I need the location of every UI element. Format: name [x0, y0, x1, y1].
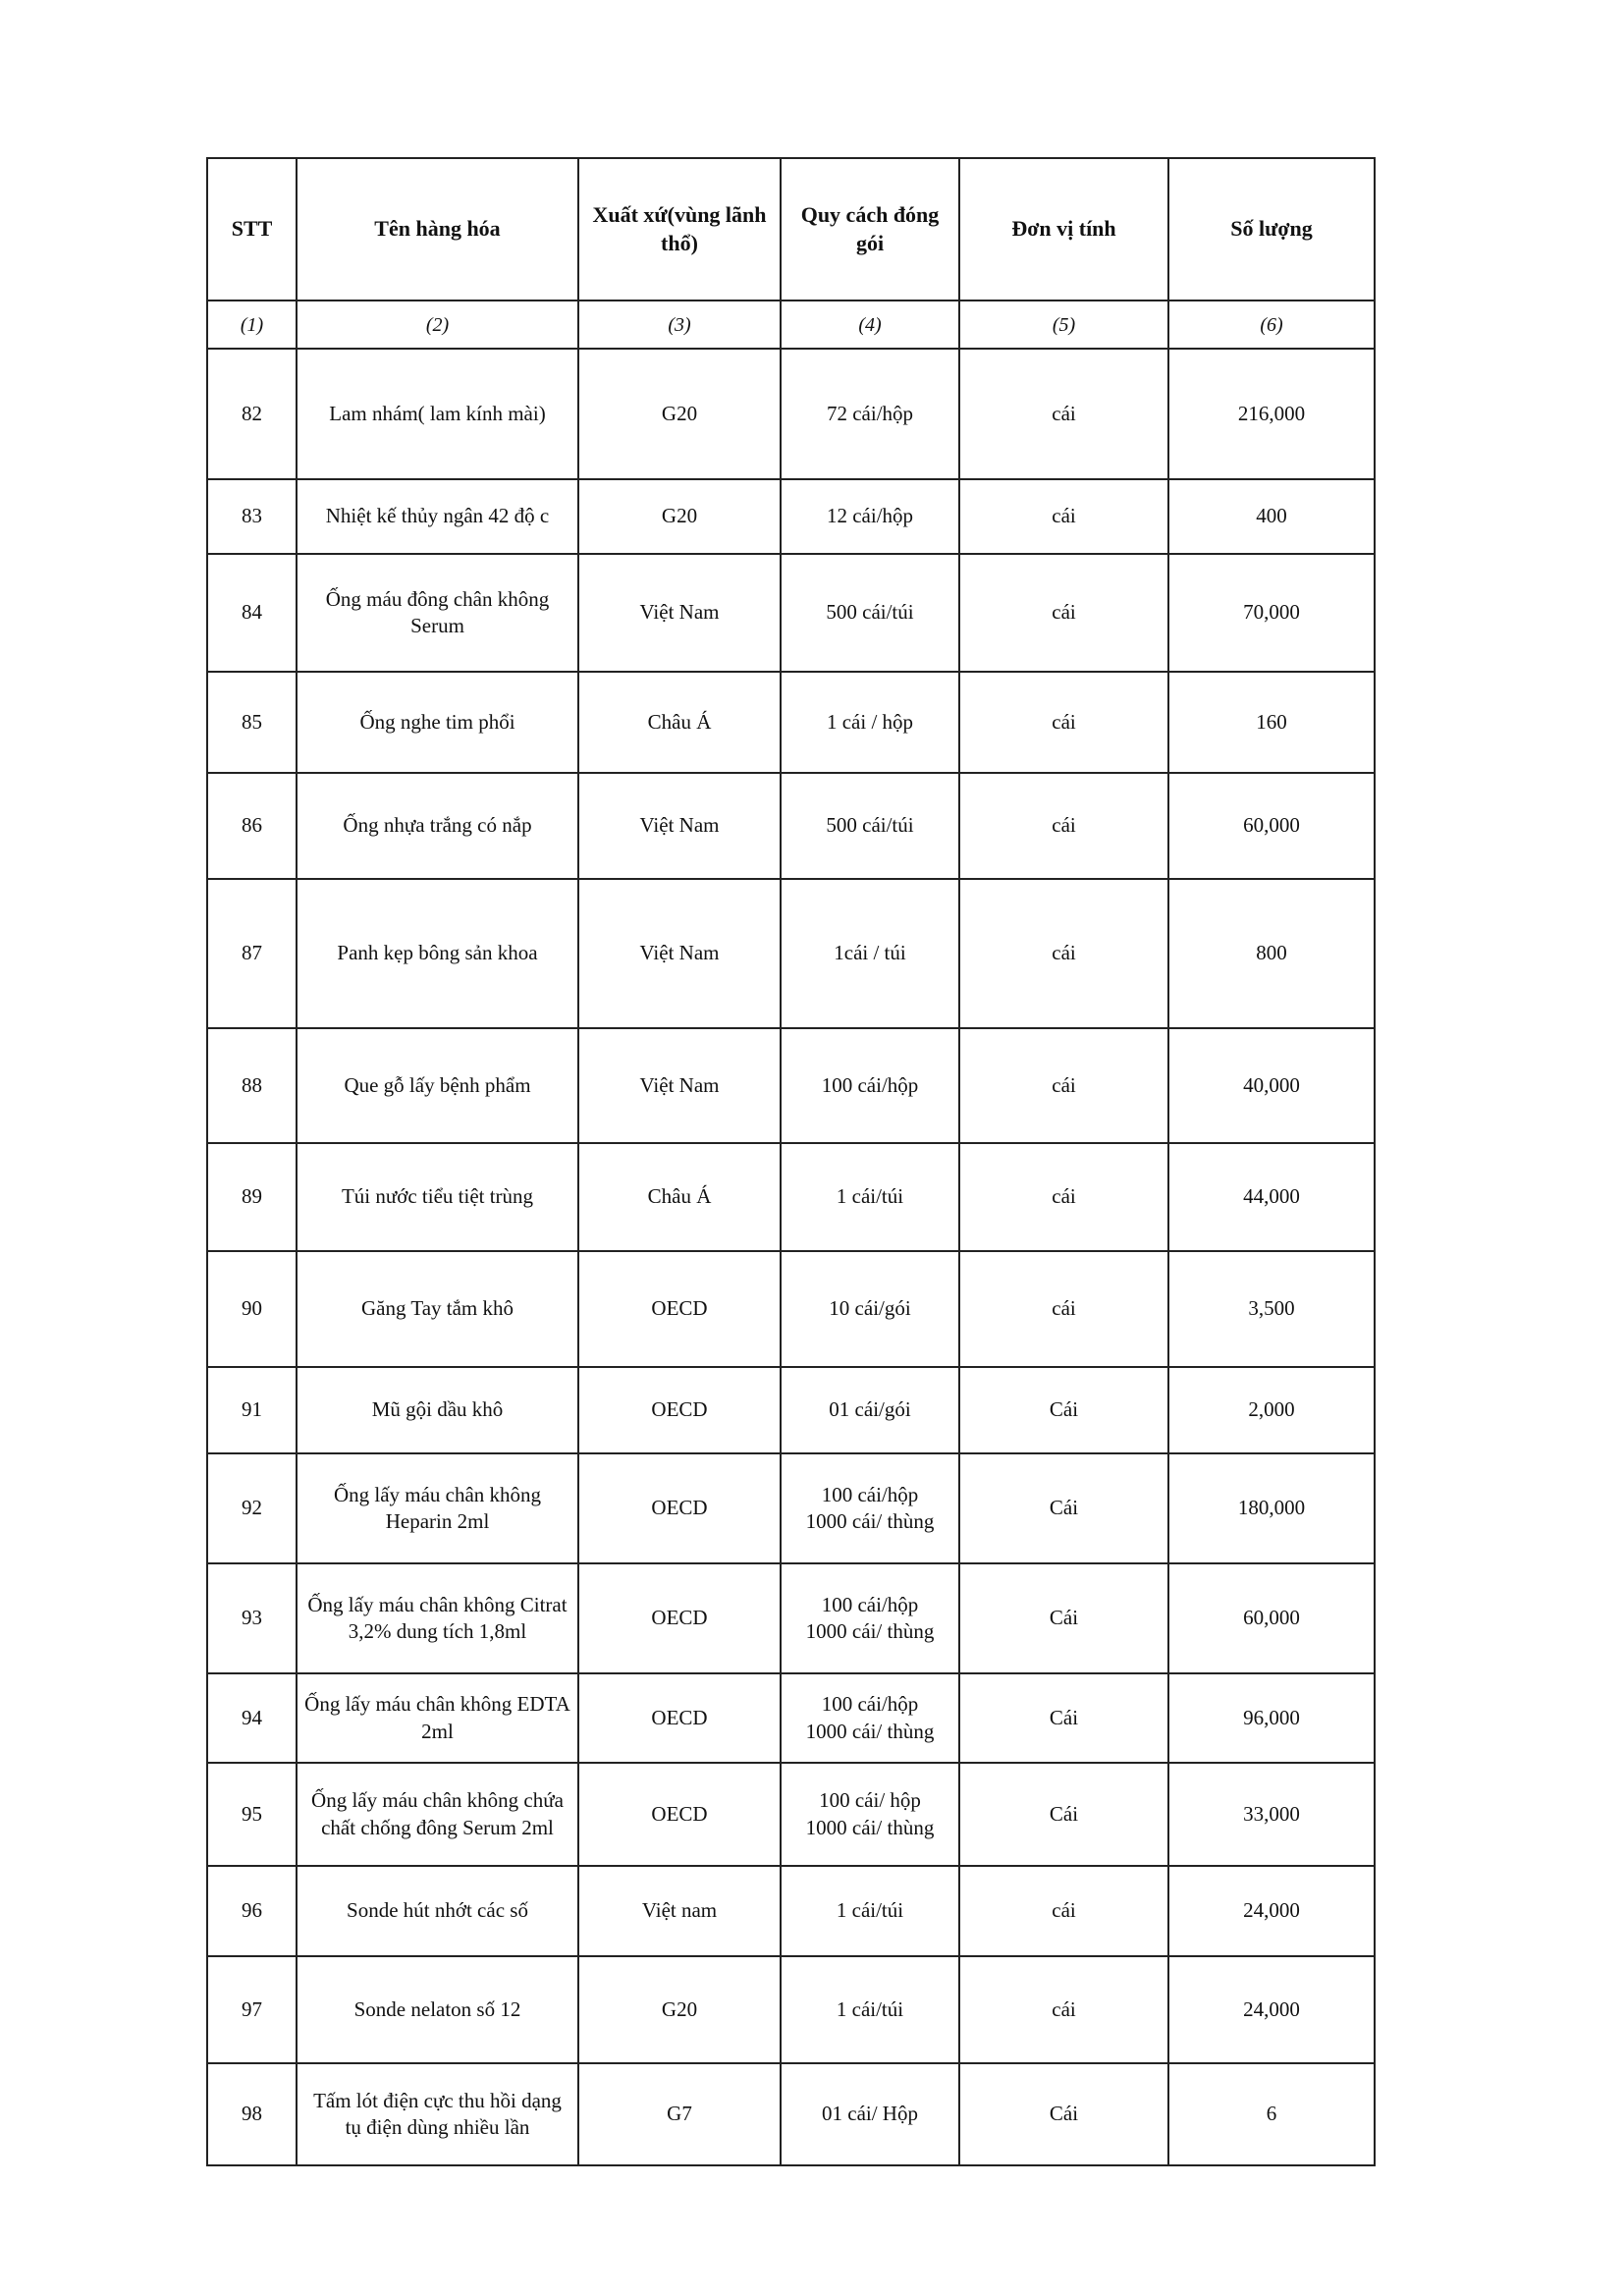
row-packaging: 1 cái/túi — [781, 1956, 959, 2063]
row-unit: Cái — [959, 1453, 1168, 1563]
column-number: (4) — [781, 301, 959, 349]
row-name: Ống máu đông chân không Serum — [297, 554, 578, 672]
row-packaging: 72 cái/hộp — [781, 349, 959, 479]
row-name: Ống nghe tim phổi — [297, 672, 578, 773]
row-stt: 82 — [207, 349, 297, 479]
row-packaging: 1 cái/túi — [781, 1143, 959, 1251]
row-quantity: 60,000 — [1168, 1563, 1375, 1673]
row-name: Que gỗ lấy bệnh phẩm — [297, 1028, 578, 1143]
row-stt: 93 — [207, 1563, 297, 1673]
row-unit: Cái — [959, 1673, 1168, 1763]
row-origin: OECD — [578, 1251, 781, 1367]
row-quantity: 40,000 — [1168, 1028, 1375, 1143]
row-packaging: 100 cái/ hộp 1000 cái/ thùng — [781, 1763, 959, 1866]
header-unit: Đơn vị tính — [959, 158, 1168, 301]
row-stt: 95 — [207, 1763, 297, 1866]
row-quantity: 33,000 — [1168, 1763, 1375, 1866]
row-quantity: 800 — [1168, 879, 1375, 1028]
row-packaging: 12 cái/hộp — [781, 479, 959, 554]
row-name: Túi nước tiểu tiệt trùng — [297, 1143, 578, 1251]
table-row — [207, 2063, 1375, 2165]
row-unit: cái — [959, 879, 1168, 1028]
row-unit: cái — [959, 1251, 1168, 1367]
row-origin: Việt Nam — [578, 554, 781, 672]
row-stt: 92 — [207, 1453, 297, 1563]
row-name: Tấm lót điện cực thu hồi dạng tụ điện dùng nhiều lần — [297, 2063, 578, 2165]
row-quantity: 3,500 — [1168, 1251, 1375, 1367]
row-name: Sonde nelaton số 12 — [297, 1956, 578, 2063]
row-origin: Châu Á — [578, 672, 781, 773]
row-packaging: 100 cái/hộp 1000 cái/ thùng — [781, 1673, 959, 1763]
row-stt: 96 — [207, 1866, 297, 1956]
table-row — [207, 773, 1375, 879]
row-name: Ống lấy máu chân không chứa chất chống đông Serum 2ml — [297, 1763, 578, 1866]
table-row — [207, 1673, 1375, 1763]
row-unit: Cái — [959, 1367, 1168, 1453]
row-unit: Cái — [959, 1763, 1168, 1866]
header-quantity: Số lượng — [1168, 158, 1375, 301]
table-row — [207, 1028, 1375, 1143]
row-origin: Việt nam — [578, 1866, 781, 1956]
row-stt: 91 — [207, 1367, 297, 1453]
row-packaging: 100 cái/hộp 1000 cái/ thùng — [781, 1453, 959, 1563]
row-stt: 98 — [207, 2063, 297, 2165]
row-stt: 94 — [207, 1673, 297, 1763]
row-quantity: 60,000 — [1168, 773, 1375, 879]
row-quantity: 2,000 — [1168, 1367, 1375, 1453]
row-unit: cái — [959, 1028, 1168, 1143]
row-name: Ống lấy máu chân không EDTA 2ml — [297, 1673, 578, 1763]
table-row — [207, 1453, 1375, 1563]
row-name: Ống nhựa trắng có nắp — [297, 773, 578, 879]
table-row — [207, 879, 1375, 1028]
header-origin: Xuất xứ(vùng lãnh thổ) — [578, 158, 781, 301]
row-unit: cái — [959, 1143, 1168, 1251]
header-stt: STT — [207, 158, 297, 301]
table-row — [207, 1866, 1375, 1956]
row-stt: 85 — [207, 672, 297, 773]
row-unit: cái — [959, 773, 1168, 879]
row-unit: cái — [959, 1956, 1168, 2063]
row-name: Ống lấy máu chân không Heparin 2ml — [297, 1453, 578, 1563]
row-packaging: 500 cái/túi — [781, 773, 959, 879]
column-number: (1) — [207, 301, 297, 349]
row-unit: cái — [959, 554, 1168, 672]
row-stt: 86 — [207, 773, 297, 879]
row-packaging: 01 cái/gói — [781, 1367, 959, 1453]
row-quantity: 160 — [1168, 672, 1375, 773]
table-row — [207, 1563, 1375, 1673]
row-name: Panh kẹp bông sản khoa — [297, 879, 578, 1028]
table-row — [207, 1251, 1375, 1367]
row-packaging: 500 cái/túi — [781, 554, 959, 672]
row-origin: Châu Á — [578, 1143, 781, 1251]
header-name: Tên hàng hóa — [297, 158, 578, 301]
row-origin: OECD — [578, 1673, 781, 1763]
row-origin: Việt Nam — [578, 1028, 781, 1143]
table-row — [207, 349, 1375, 479]
row-quantity: 6 — [1168, 2063, 1375, 2165]
row-origin: G20 — [578, 479, 781, 554]
row-stt: 84 — [207, 554, 297, 672]
row-name: Mũ gội dầu khô — [297, 1367, 578, 1453]
row-quantity: 24,000 — [1168, 1866, 1375, 1956]
row-name: Găng Tay tắm khô — [297, 1251, 578, 1367]
row-stt: 89 — [207, 1143, 297, 1251]
row-quantity: 180,000 — [1168, 1453, 1375, 1563]
row-packaging: 01 cái/ Hộp — [781, 2063, 959, 2165]
row-packaging: 1 cái / hộp — [781, 672, 959, 773]
column-number-row — [207, 301, 1375, 349]
table-row — [207, 1956, 1375, 2063]
table-body — [207, 349, 1375, 2165]
row-name: Sonde hút nhớt các số — [297, 1866, 578, 1956]
column-number: (3) — [578, 301, 781, 349]
row-quantity: 216,000 — [1168, 349, 1375, 479]
row-unit: cái — [959, 349, 1168, 479]
row-packaging: 10 cái/gói — [781, 1251, 959, 1367]
row-packaging: 100 cái/hộp — [781, 1028, 959, 1143]
row-unit: cái — [959, 672, 1168, 773]
row-stt: 88 — [207, 1028, 297, 1143]
header-packaging: Quy cách đóng gói — [781, 158, 959, 301]
row-name: Ống lấy máu chân không Citrat 3,2% dung tích 1,8ml — [297, 1563, 578, 1673]
goods-table — [206, 157, 1376, 2166]
row-origin: G20 — [578, 349, 781, 479]
table-row — [207, 1763, 1375, 1866]
row-origin: OECD — [578, 1453, 781, 1563]
table-row — [207, 479, 1375, 554]
row-unit: cái — [959, 1866, 1168, 1956]
row-quantity: 96,000 — [1168, 1673, 1375, 1763]
row-origin: Việt Nam — [578, 879, 781, 1028]
row-quantity: 70,000 — [1168, 554, 1375, 672]
table-row — [207, 1367, 1375, 1453]
row-name: Lam nhám( lam kính mài) — [297, 349, 578, 479]
table-row — [207, 1143, 1375, 1251]
row-packaging: 1cái / túi — [781, 879, 959, 1028]
column-number: (5) — [959, 301, 1168, 349]
row-name: Nhiệt kế thủy ngân 42 độ c — [297, 479, 578, 554]
row-origin: G20 — [578, 1956, 781, 2063]
row-stt: 97 — [207, 1956, 297, 2063]
row-origin: OECD — [578, 1563, 781, 1673]
row-origin: G7 — [578, 2063, 781, 2165]
row-stt: 87 — [207, 879, 297, 1028]
table-row — [207, 672, 1375, 773]
row-packaging: 1 cái/túi — [781, 1866, 959, 1956]
row-packaging: 100 cái/hộp 1000 cái/ thùng — [781, 1563, 959, 1673]
row-origin: Việt Nam — [578, 773, 781, 879]
row-quantity: 400 — [1168, 479, 1375, 554]
header-row — [207, 158, 1375, 301]
row-quantity: 44,000 — [1168, 1143, 1375, 1251]
row-stt: 83 — [207, 479, 297, 554]
row-unit: cái — [959, 479, 1168, 554]
row-origin: OECD — [578, 1367, 781, 1453]
row-quantity: 24,000 — [1168, 1956, 1375, 2063]
column-number: (6) — [1168, 301, 1375, 349]
row-origin: OECD — [578, 1763, 781, 1866]
row-unit: Cái — [959, 2063, 1168, 2165]
row-stt: 90 — [207, 1251, 297, 1367]
column-number: (2) — [297, 301, 578, 349]
table-row — [207, 554, 1375, 672]
row-unit: Cái — [959, 1563, 1168, 1673]
